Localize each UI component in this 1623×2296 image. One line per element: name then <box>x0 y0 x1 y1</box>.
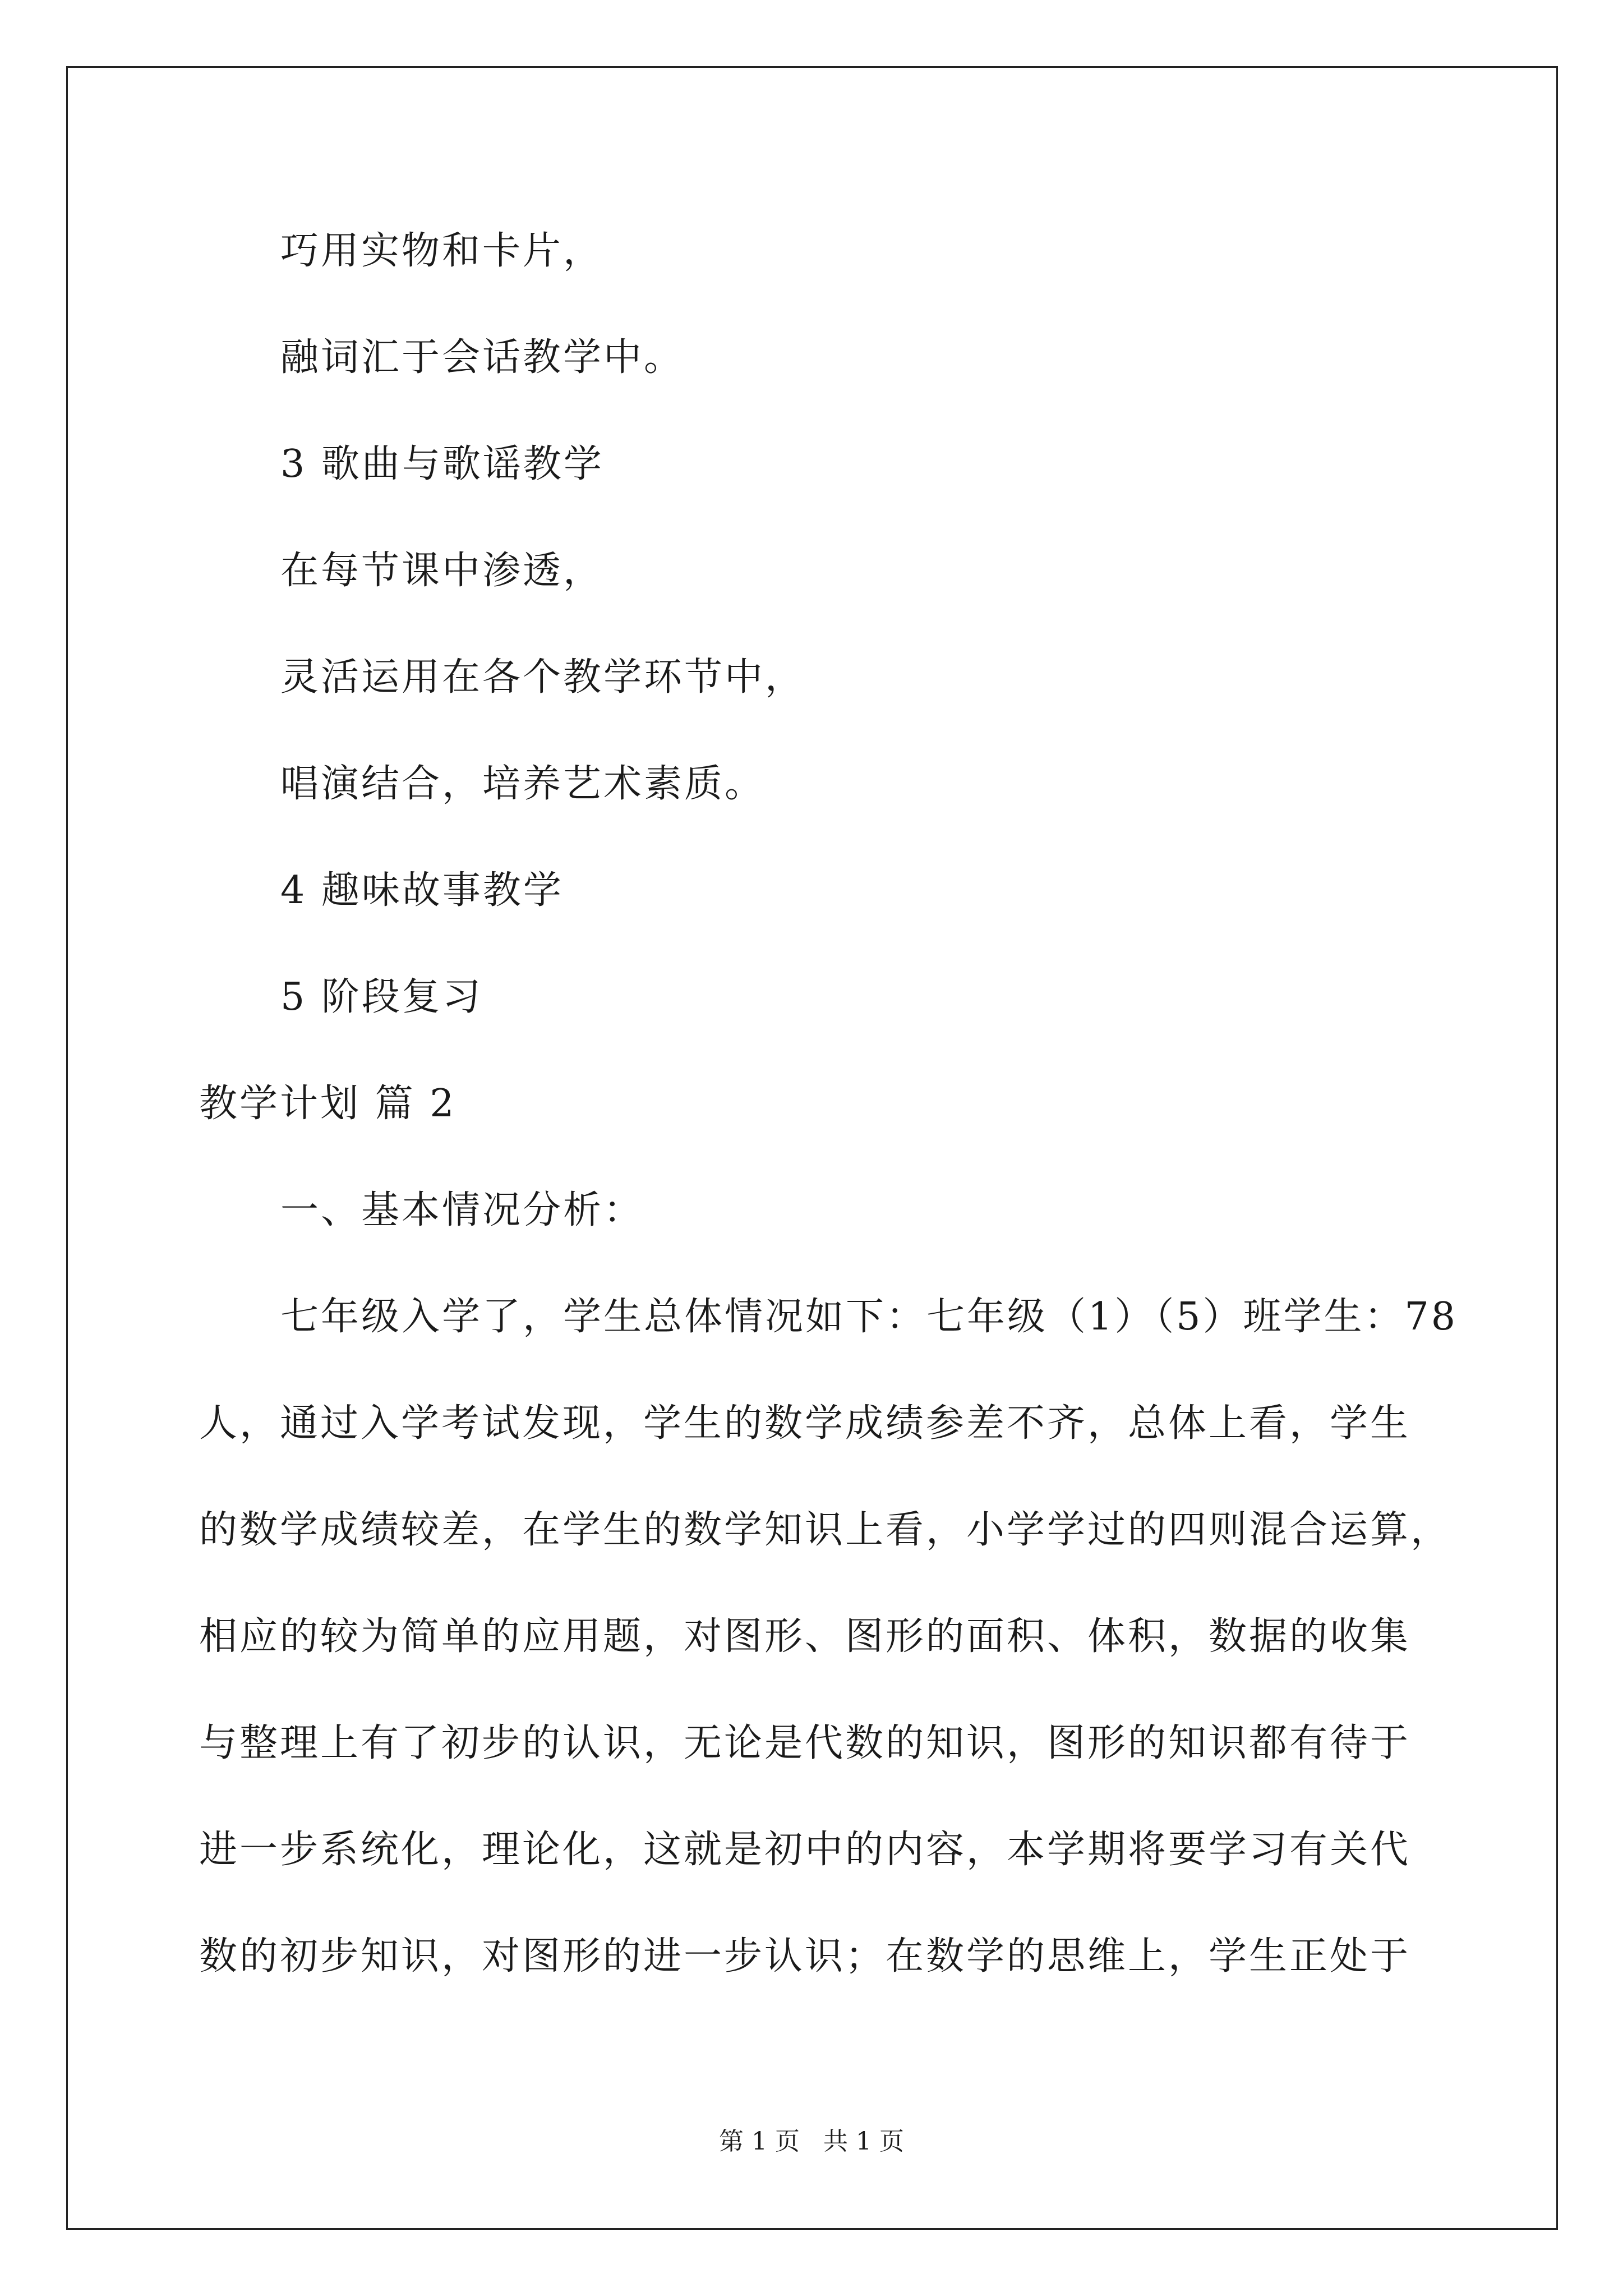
text-line-2: 融词汇于会话教学中。 <box>280 335 685 380</box>
text-line-4: 在每节课中渗透， <box>280 549 604 593</box>
paragraph-line-4: 相应的较为简单的应用题，对图形、图形的面积、体积，数据的收集 <box>199 1614 1411 1659</box>
text-line-6: 唱演结合，培养艺术素质。 <box>280 762 766 806</box>
paragraph-line-5: 与整理上有了初步的认识，无论是代数的知识，图形的知识都有待于 <box>199 1721 1411 1765</box>
text-line-7: 4 趣味故事教学 <box>280 868 564 913</box>
paragraph-line-1: 七年级入学了，学生总体情况如下：七年级（1）（5）班学生：78 <box>280 1295 1458 1339</box>
section-heading: 教学计划 篇 2 <box>199 1082 457 1126</box>
text-line-8: 5 阶段复习 <box>280 975 483 1019</box>
page-border <box>66 66 1558 2230</box>
page-footer: 第 1 页 共 1 页 <box>719 2127 904 2156</box>
text-line-5: 灵活运用在各个教学环节中， <box>280 655 806 700</box>
text-line-3: 3 歌曲与歌谣教学 <box>280 442 604 486</box>
text-line-1: 巧用实物和卡片， <box>280 229 604 273</box>
paragraph-line-2: 人，通过入学考试发现，学生的数学成绩参差不齐，总体上看，学生 <box>199 1401 1411 1446</box>
paragraph-line-7: 数的初步知识，对图形的进一步认识；在数学的思维上，学生正处于 <box>199 1934 1411 1978</box>
text-line-10: 一、基本情况分析： <box>280 1188 644 1232</box>
paragraph-line-3: 的数学成绩较差，在学生的数学知识上看，小学学过的四则混合运算， <box>199 1508 1451 1552</box>
paragraph-line-6: 进一步系统化，理论化，这就是初中的内容，本学期将要学习有关代 <box>199 1828 1411 1872</box>
